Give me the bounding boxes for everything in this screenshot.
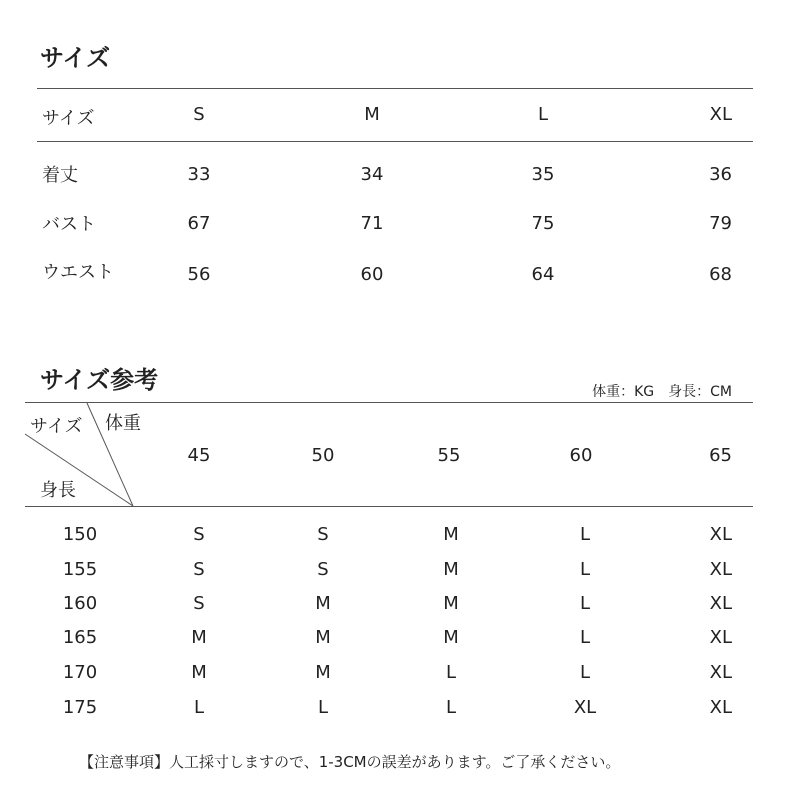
corner-label-size: サイズ — [30, 416, 83, 437]
weight-header: 45 — [187, 445, 211, 466]
table-cell: M — [443, 627, 459, 648]
unit-note: 体重：KG 身長：CM — [592, 384, 732, 400]
table-cell: 56 — [187, 264, 211, 285]
footer-note: 【注意事項】人工採寸しますので、1-3CMの誤差があります。ご了承ください。 — [79, 753, 621, 771]
table-cell: 71 — [360, 213, 384, 234]
height-label: 155 — [62, 559, 98, 580]
table-cell: 75 — [531, 213, 555, 234]
table-cell: XL — [709, 559, 732, 580]
table-cell: M — [191, 662, 207, 683]
height-label: 170 — [62, 662, 98, 683]
table-cell: L — [579, 524, 591, 545]
table-cell: XL — [709, 662, 732, 683]
table-cell: 36 — [709, 164, 732, 185]
table-cell: L — [579, 593, 591, 614]
table-cell: S — [193, 524, 205, 545]
header-size-s: S — [193, 104, 205, 125]
height-label: 175 — [62, 697, 98, 718]
corner-label-height: 身長 — [40, 480, 76, 501]
table-cell: L — [445, 697, 457, 718]
table-cell: S — [193, 593, 205, 614]
height-label: 160 — [62, 593, 98, 614]
table-cell: L — [579, 627, 591, 648]
header-size-l: L — [537, 104, 549, 125]
table-cell: S — [317, 524, 329, 545]
divider — [25, 506, 753, 507]
weight-header: 55 — [437, 445, 461, 466]
table-cell: XL — [709, 627, 732, 648]
table-cell: XL — [709, 697, 732, 718]
height-label: 150 — [62, 524, 98, 545]
table-cell: 60 — [360, 264, 384, 285]
table-cell: XL — [709, 524, 732, 545]
table-cell: 64 — [531, 264, 555, 285]
table-cell: S — [193, 559, 205, 580]
height-label: 165 — [62, 627, 98, 648]
table-cell: 79 — [709, 213, 732, 234]
table-cell: L — [579, 662, 591, 683]
table-cell: L — [445, 662, 457, 683]
table-cell: M — [315, 662, 331, 683]
table-cell: M — [443, 524, 459, 545]
table-cell: 35 — [531, 164, 555, 185]
table-cell: 33 — [187, 164, 211, 185]
corner-label-weight: 体重 — [105, 413, 141, 434]
table-cell: 68 — [709, 264, 732, 285]
size-table-title: サイズ — [40, 44, 111, 72]
weight-header: 65 — [709, 445, 732, 466]
table-cell: M — [315, 627, 331, 648]
table-cell: M — [443, 559, 459, 580]
row-label: 着丈 — [42, 165, 78, 186]
row-label: ウエスト — [42, 262, 114, 283]
table-cell: 34 — [360, 164, 384, 185]
table-cell: M — [191, 627, 207, 648]
table-cell: L — [193, 697, 205, 718]
size-reference-title: サイズ参考 — [40, 366, 159, 394]
table-cell: M — [443, 593, 459, 614]
table-cell: XL — [709, 593, 732, 614]
header-size-xl: XL — [709, 104, 732, 125]
table-cell: L — [579, 559, 591, 580]
header-size-label: サイズ — [42, 108, 95, 129]
row-label: バスト — [42, 214, 96, 235]
weight-header: 60 — [569, 445, 593, 466]
table-cell: M — [315, 593, 331, 614]
header-size-m: M — [364, 104, 380, 125]
table-cell: L — [317, 697, 329, 718]
table-cell: S — [317, 559, 329, 580]
weight-header: 50 — [311, 445, 335, 466]
table-cell: XL — [573, 697, 597, 718]
table-cell: 67 — [187, 213, 211, 234]
